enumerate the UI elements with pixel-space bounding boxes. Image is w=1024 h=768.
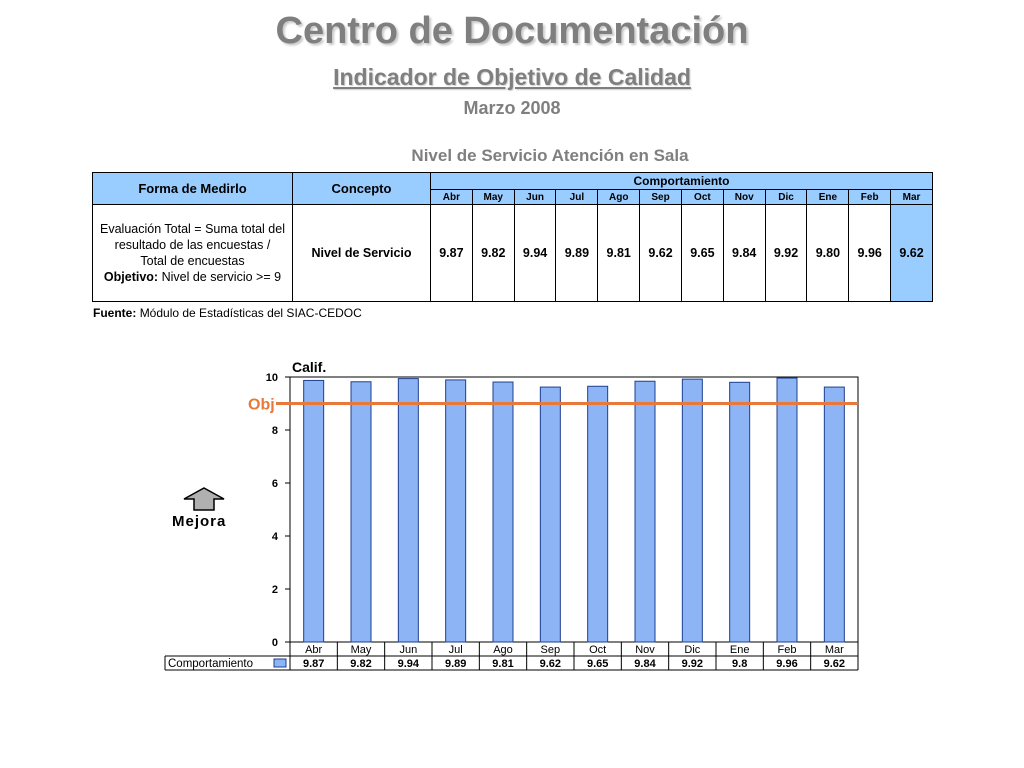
description-line: Evaluación Total = Suma total del: [100, 222, 285, 236]
bar: [351, 382, 371, 642]
concept-cell: Nivel de Servicio: [293, 205, 431, 302]
table-title: Nivel de Servicio Atención en Sala: [411, 146, 689, 165]
value-cell: 9.81: [598, 205, 640, 302]
objective-label: Objetivo:: [103, 270, 159, 284]
data-label: 9.8: [732, 658, 748, 670]
x-tick-label: Sep: [540, 644, 561, 656]
value-cell: 9.62: [891, 205, 933, 302]
month-header: Feb: [849, 190, 891, 205]
source-text: Módulo de Estadísticas del SIAC-CEDOC: [139, 306, 362, 320]
x-tick-label: Ago: [493, 644, 513, 656]
description-line: Total de encuestas: [140, 254, 245, 268]
data-label: 9.89: [444, 658, 467, 670]
data-label: 9.81: [492, 658, 514, 670]
x-tick-label: Jun: [399, 644, 418, 656]
objective-label: Obj: [248, 396, 275, 414]
month-header: Oct: [681, 190, 723, 205]
legend-label: Comportamiento: [168, 658, 254, 670]
month-header: Ago: [598, 190, 640, 205]
page-subtitle: Indicador de Objetivo de Calidad: [333, 64, 691, 90]
x-tick-label: Dic: [684, 644, 701, 656]
month-header: May: [472, 190, 514, 205]
x-tick-label: Oct: [589, 644, 607, 656]
value-cell: 9.65: [681, 205, 723, 302]
value-cell: 9.84: [723, 205, 765, 302]
x-tick-label: Feb: [777, 644, 797, 656]
data-label: 9.62: [823, 658, 846, 670]
value-cell: 9.87: [431, 205, 473, 302]
data-label: 9.96: [776, 658, 798, 670]
x-tick-label: Jul: [448, 644, 463, 656]
value-cell: 9.89: [556, 205, 598, 302]
x-tick-label: Abr: [305, 644, 323, 656]
data-label: 9.87: [302, 658, 325, 670]
bar: [730, 382, 750, 642]
header-forma: Forma de Medirlo: [93, 173, 293, 205]
mejora-label: Mejora: [172, 513, 227, 530]
value-cell: 9.92: [765, 205, 807, 302]
y-tick-label: 2: [271, 584, 278, 596]
month-header: Jun: [514, 190, 556, 205]
bar: [446, 380, 466, 642]
x-tick-label: Ene: [729, 644, 750, 656]
value-cell: 9.80: [807, 205, 849, 302]
header-concepto: Concepto: [293, 173, 431, 205]
bar: [824, 387, 844, 642]
bar: [588, 386, 608, 642]
month-header: Nov: [723, 190, 765, 205]
value-cell: 9.96: [849, 205, 891, 302]
objective-text: Nivel de servicio >= 9: [161, 270, 282, 284]
legend-swatch: [274, 659, 286, 667]
month-header: Dic: [765, 190, 807, 205]
source-label: Fuente:: [93, 306, 137, 320]
header-comportamiento: Comportamiento: [431, 173, 933, 190]
plot-area: [290, 377, 858, 642]
month-header: Mar: [891, 190, 933, 205]
data-label: 9.92: [681, 658, 704, 670]
x-tick-label: Nov: [635, 644, 655, 656]
y-tick-label: 0: [271, 637, 278, 649]
y-tick-label: 8: [271, 425, 278, 437]
bar: [777, 378, 797, 642]
data-label: 9.84: [634, 658, 656, 670]
description-line: resultado de las encuestas /: [114, 238, 271, 252]
y-tick-label: 4: [271, 531, 278, 543]
bar: [493, 382, 513, 642]
x-tick-label: May: [350, 644, 372, 656]
bar: [398, 379, 418, 642]
bar: [540, 387, 560, 642]
month-header: Sep: [640, 190, 682, 205]
chart-title: Calif.: [292, 359, 327, 375]
data-label: 9.65: [586, 658, 609, 670]
y-tick-label: 6: [271, 478, 278, 490]
value-cell: 9.82: [472, 205, 514, 302]
data-label: 9.62: [539, 658, 562, 670]
month-header: Abr: [431, 190, 473, 205]
value-cell: 9.62: [640, 205, 682, 302]
y-tick-label: 10: [265, 372, 278, 384]
page-title: Centro de Documentación: [275, 10, 749, 52]
data-label: 9.82: [350, 658, 372, 670]
up-arrow-icon: [183, 487, 225, 511]
x-tick-label: Mar: [824, 644, 844, 656]
month-header: Ene: [807, 190, 849, 205]
bar: [682, 379, 702, 642]
bar: [304, 380, 324, 642]
month-header: Jul: [556, 190, 598, 205]
value-cell: 9.94: [514, 205, 556, 302]
data-label: 9.94: [397, 658, 420, 670]
report-date: Marzo 2008: [463, 98, 561, 118]
bar: [635, 381, 655, 642]
